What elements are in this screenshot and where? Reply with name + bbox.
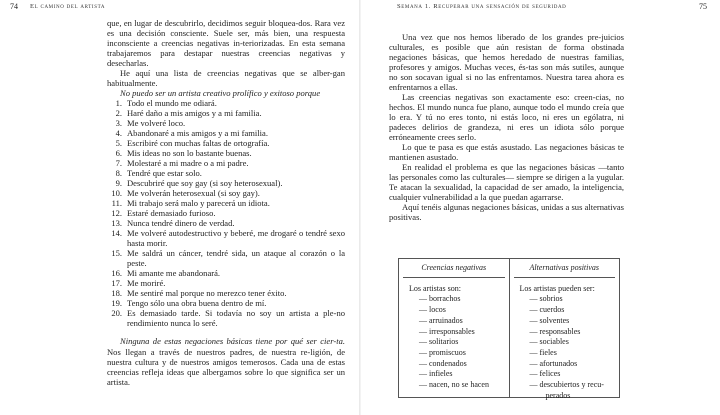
closing-italic-lead: Ninguna de estas negaciones básicas tiene por qué ser cier-ta. <box>120 336 345 347</box>
belief-number: 18. <box>111 288 122 299</box>
belief-item <box>107 268 345 278</box>
positive-column-intro: Los artistas pueden ser: <box>519 283 595 293</box>
belief-number: 16. <box>111 268 122 279</box>
negative-belief-item: — arruinados <box>419 315 463 325</box>
belief-text: Me sentiré mal porque no merezco tener éxito. <box>127 288 287 299</box>
left-paragraph-1: que, en lugar de descubrirlo, decidimos seguir bloquea-dos. Rara vez es una decisión consciente. Suele ser, más bien, una respuesta inconsciente a creencias negativas in-teriorizadas. En esta semana trabajaremos para destapar nuestras creencias negativas y desecharlas. <box>107 18 345 69</box>
right-paragraph-5: Aquí tenéis algunas negaciones básicas, unidas a sus alternativas positivas. <box>389 202 624 223</box>
left-page-number: 74 <box>10 2 18 11</box>
belief-text: Mis ideas no son lo bastante buenas. <box>127 148 252 159</box>
belief-text: Descubriré que soy gay (si soy heterosexual). <box>127 178 283 189</box>
belief-number: 6. <box>115 148 122 159</box>
left-closing-paragraph <box>107 336 345 386</box>
belief-number: 3. <box>115 118 122 129</box>
right-paragraph-1: Una vez que nos hemos liberado de los grandes pre-juicios culturales, es posible que aún resistan de forma obstinada negaciones básicas, que hemos heredado de nuestras familias, profesores y amigos. Muchas veces, és-tas son más sutiles, aunque no son socavan igual si no las enfrentamos. Nuestra tarea ahora es enfrentarnos a ellas. <box>389 32 624 93</box>
belief-text: Me volverán heterosexual (si soy gay). <box>127 188 260 199</box>
right-page-body <box>389 32 624 222</box>
negative-column-header: Creencias negativas <box>403 263 505 278</box>
belief-text: Tendré que estar solo. <box>127 168 202 179</box>
negative-belief-item: — locos <box>419 305 446 315</box>
belief-item <box>107 308 345 328</box>
page-gutter <box>359 0 361 415</box>
positive-alternative-item: — felices <box>529 369 561 379</box>
negative-belief-item: — condenados <box>419 358 467 368</box>
belief-item <box>107 208 345 218</box>
positive-alternative-item: — descubiertos y recu- <box>529 380 604 390</box>
belief-text: Es demasiado tarde. Si todavía no soy un artista a ple-no rendimiento nunca lo seré. <box>127 308 345 329</box>
right-running-header: Semana 1. Recuperar una sensación de seguridad <box>397 3 567 10</box>
belief-number: 14. <box>111 228 122 239</box>
belief-text: Haré daño a mis amigos y a mi familia. <box>127 108 262 119</box>
positive-alternative-item: — afortunados <box>529 358 578 368</box>
belief-text: Abandonaré a mis amigos y a mi familia. <box>127 128 268 139</box>
belief-text: Me volveré loco. <box>127 118 186 129</box>
right-paragraph-3: Lo que te pasa es que estás asustado. Las negaciones básicas te mantienen asustado. <box>389 142 624 163</box>
table-item-continuation: perados <box>545 390 571 400</box>
belief-item <box>107 228 345 248</box>
belief-text: Me volveré autodestructivo y beberé, me drogaré o tendré sexo hasta morir. <box>127 228 345 249</box>
belief-text: Me moriré. <box>127 278 166 289</box>
belief-item <box>107 178 345 188</box>
belief-item <box>107 198 345 208</box>
belief-item <box>107 148 345 158</box>
negative-belief-item: — infieles <box>419 369 453 379</box>
belief-number: 17. <box>111 278 122 289</box>
belief-number: 20. <box>111 308 122 319</box>
belief-number: 19. <box>111 298 122 309</box>
positive-alternative-item: — fieles <box>529 347 557 357</box>
right-paragraph-2: Las creencias negativas son exactamente eso: creen-cias, no hechos. El mundo nunca fue plano, aunque todo el mundo creía que lo era. Y tú no eres tonto, ni estás loco, ni eres un ególatra, ni padeces delirios de grandeza, ni eres un idiota sólo porque erróneamente crees serlo. <box>389 92 624 143</box>
beliefs-comparison-table <box>398 258 620 398</box>
belief-text: Mi amante me abandonará. <box>127 268 221 279</box>
right-paragraph-4: En realidad el problema es que las negaciones básicas —tanto las personales como las culturales— siempre se dirigen a la yugular. Te atacan la sexualidad, la capacidad de ser amado, la inteligencia, cualquier vulnerabilidad a la que puedan agarrarse. <box>389 162 624 203</box>
positive-alternative-item: — sobrios <box>529 294 563 304</box>
positive-alternative-item: — solventes <box>529 315 570 325</box>
negative-belief-item: — irresponsables <box>419 326 475 336</box>
belief-list-heading: No puedo ser un artista creativo prolífico y exitoso porque <box>120 88 321 99</box>
right-page-number: 75 <box>699 2 707 11</box>
belief-text: Nunca tendré dinero de verdad. <box>127 218 235 229</box>
belief-number: 8. <box>115 168 122 179</box>
belief-text: Tengo sólo una obra buena dentro de mí. <box>127 298 267 309</box>
belief-item <box>107 188 345 198</box>
belief-number: 4. <box>115 128 122 139</box>
belief-item <box>107 138 345 148</box>
negative-column-intro: Los artistas son: <box>409 283 461 293</box>
negative-beliefs-column <box>399 259 509 397</box>
belief-item <box>107 248 345 268</box>
belief-text: Me saldrá un cáncer, tendré sida, un ataque al corazón o la peste. <box>127 248 345 269</box>
belief-item <box>107 168 345 178</box>
left-page-body <box>107 18 345 387</box>
belief-text: Molestaré a mi madre o a mi padre. <box>127 158 249 169</box>
belief-number: 9. <box>115 178 122 189</box>
negative-beliefs-list <box>107 98 345 328</box>
belief-text: Escribiré con muchas faltas de ortografía. <box>127 138 270 149</box>
belief-number: 10. <box>111 188 122 199</box>
positive-alternative-item: — cuerdos <box>529 305 565 315</box>
belief-number: 15. <box>111 248 122 259</box>
positive-alternative-item: — responsables <box>529 326 581 336</box>
belief-text: Mi trabajo será malo y parecerá un idiota. <box>127 198 270 209</box>
negative-belief-item: — nacen, no se hacen <box>419 380 489 390</box>
belief-number: 2. <box>115 108 122 119</box>
positive-alternatives-column <box>509 259 620 400</box>
belief-item <box>107 288 345 298</box>
closing-text: Nos llegan a través de nuestros padres, de nuestra re-ligión, de nuestra cultura y de nuestros amigos temerosos. Cada una de estas creencias refleja ideas que albergamos sobre lo que significa ser un artista. <box>107 346 345 387</box>
negative-belief-item: — solitarios <box>419 337 459 347</box>
positive-column-header: Alternativas positivas <box>514 263 616 278</box>
negative-belief-item: — promiscuos <box>419 347 466 357</box>
belief-text: Todo el mundo me odiará. <box>127 98 217 109</box>
belief-item <box>107 298 345 308</box>
belief-number: 1. <box>115 98 122 109</box>
belief-number: 13. <box>111 218 122 229</box>
left-running-header: El camino del artista <box>30 3 106 10</box>
belief-item <box>107 118 345 128</box>
belief-number: 7. <box>115 158 122 169</box>
belief-item <box>107 108 345 118</box>
belief-item <box>107 158 345 168</box>
positive-alternative-item: — sociables <box>529 337 569 347</box>
belief-item <box>107 218 345 228</box>
belief-number: 11. <box>111 198 122 209</box>
belief-text: Estaré demasiado furioso. <box>127 208 216 219</box>
belief-number: 5. <box>115 138 122 149</box>
belief-number: 12. <box>111 208 122 219</box>
belief-item <box>107 128 345 138</box>
left-paragraph-2: He aquí una lista de creencias negativas que se alber-gan habitualmente. <box>107 68 345 89</box>
negative-belief-item: — borrachos <box>419 294 461 304</box>
belief-item <box>107 98 345 108</box>
belief-item <box>107 278 345 288</box>
